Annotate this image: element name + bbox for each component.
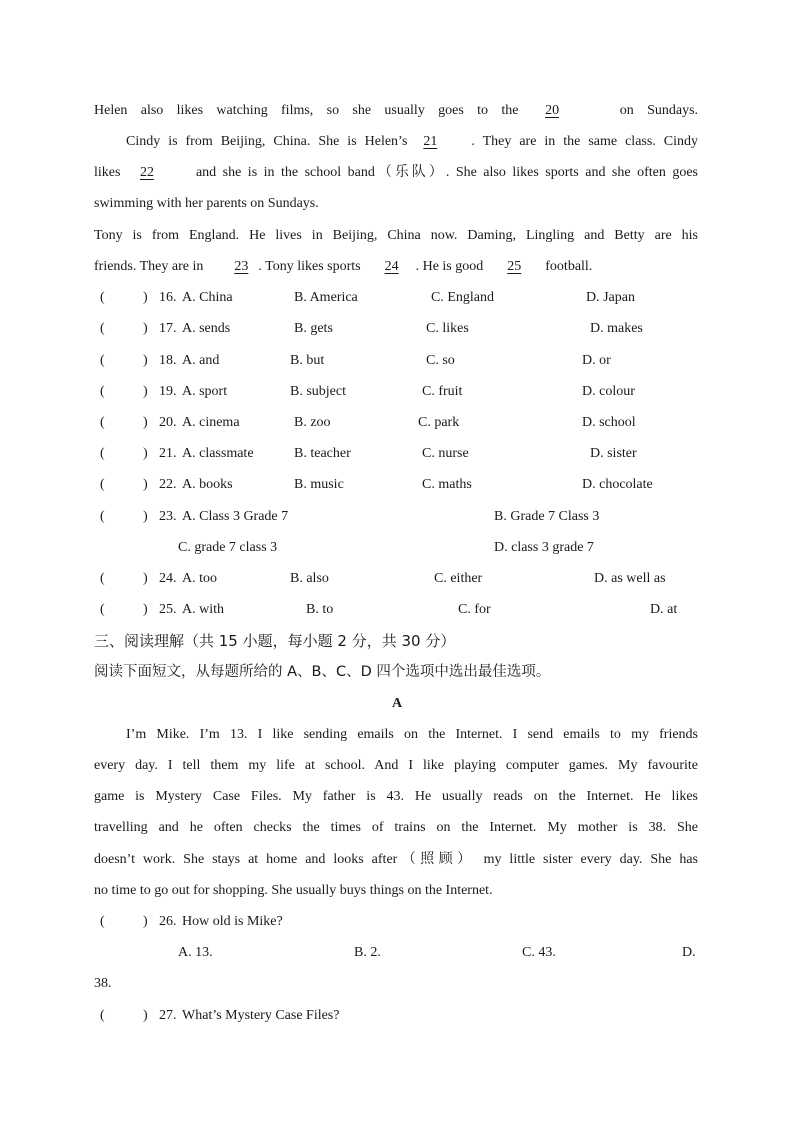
option-d[interactable]: D. Japan — [586, 290, 635, 305]
passage-label: A — [391, 696, 403, 711]
option-a[interactable]: A. sends — [182, 321, 231, 336]
passage-line: I’m Mike. I’m 13. I like sending emails on the Internet. I send emails to my friends — [126, 727, 698, 742]
section-title: 三、阅读理解（共 15 小题，每小题 2 分，共 30 分） — [94, 632, 456, 650]
option-a[interactable]: A. China — [182, 290, 233, 305]
question-stem: How old is Mike? — [182, 914, 283, 929]
answer-paren-close: ) — [143, 321, 148, 336]
answer-paren-open[interactable]: ( — [100, 384, 105, 399]
passage-line: Tony is from England. He lives in Beijing, China now. Daming, Lingling and Betty are his — [94, 228, 698, 243]
option-c[interactable]: C. grade 7 class 3 — [178, 540, 278, 555]
option-c[interactable]: C. maths — [422, 477, 472, 492]
answer-paren-open[interactable]: ( — [100, 477, 105, 492]
option-d[interactable]: D. makes — [590, 321, 643, 336]
passage-line: travelling and he often checks the times of trains on the Internet. My mother is 38. She — [94, 820, 698, 835]
question-number: 25. — [159, 602, 177, 617]
answer-paren-open[interactable]: ( — [100, 509, 105, 524]
option-b[interactable]: B. Grade 7 Class 3 — [494, 509, 600, 524]
option-b[interactable]: B. gets — [294, 321, 333, 336]
option-a[interactable]: A. cinema — [182, 415, 240, 430]
passage-line: friends. They are in 23 . Tony likes sports 24 . He is good 25 football. — [94, 259, 593, 274]
answer-paren-close: ) — [143, 1008, 148, 1023]
passage-line: swimming with her parents on Sundays. — [94, 196, 319, 211]
option-b[interactable]: B. America — [294, 290, 358, 305]
answer-paren-open[interactable]: ( — [100, 290, 105, 305]
option-a[interactable]: A. and — [182, 353, 220, 368]
option-c[interactable]: C. likes — [426, 321, 469, 336]
option-a[interactable]: A. sport — [182, 384, 228, 399]
option-c[interactable]: C. 43. — [522, 945, 556, 960]
option-c[interactable]: C. England — [431, 290, 494, 305]
question-number: 26. — [159, 914, 177, 929]
option-d[interactable]: D. sister — [590, 446, 637, 461]
answer-paren-close: ) — [143, 571, 148, 586]
option-c[interactable]: C. so — [426, 353, 455, 368]
option-b[interactable]: B. also — [290, 571, 329, 586]
answer-paren-close: ) — [143, 602, 148, 617]
option-d[interactable]: D. school — [582, 415, 636, 430]
question-stem: What’s Mystery Case Files? — [182, 1008, 340, 1023]
option-d[interactable]: D. at — [650, 602, 678, 617]
option-b[interactable]: B. music — [294, 477, 344, 492]
option-b[interactable]: B. subject — [290, 384, 346, 399]
question-number: 20. — [159, 415, 177, 430]
answer-paren-open[interactable]: ( — [100, 353, 105, 368]
option-d[interactable]: D. — [682, 945, 696, 960]
option-b[interactable]: B. but — [290, 353, 325, 368]
answer-paren-open[interactable]: ( — [100, 571, 105, 586]
question-number: 18. — [159, 353, 177, 368]
blank-20: 20 — [545, 103, 560, 118]
option-b[interactable]: B. to — [306, 602, 334, 617]
option-a[interactable]: A. classmate — [182, 446, 254, 461]
passage-line: Helen also likes watching films, so she usually goes to the 20 on Sundays. — [94, 103, 699, 118]
answer-paren-close: ) — [143, 914, 148, 929]
passage-line: no time to go out for shopping. She usually buys things on the Internet. — [94, 883, 493, 898]
question-number: 23. — [159, 509, 177, 524]
option-c[interactable]: C. either — [434, 571, 483, 586]
option-d[interactable]: D. chocolate — [582, 477, 653, 492]
passage-line: game is Mystery Case Files. My father is 43. He usually reads on the Internet. He likes — [94, 789, 698, 804]
question-number: 19. — [159, 384, 177, 399]
answer-paren-open[interactable]: ( — [100, 446, 105, 461]
option-d-value: 38. — [94, 976, 112, 991]
option-d[interactable]: D. colour — [582, 384, 635, 399]
section-instruction: 阅读下面短文，从每题所给的 A、B、C、D 四个选项中选出最佳选项。 — [94, 664, 551, 680]
answer-paren-close: ) — [143, 353, 148, 368]
answer-paren-close: ) — [143, 384, 148, 399]
option-a[interactable]: A. too — [182, 571, 217, 586]
option-c[interactable]: C. park — [418, 415, 460, 430]
option-c[interactable]: C. for — [458, 602, 491, 617]
option-a[interactable]: A. books — [182, 477, 233, 492]
option-a[interactable]: A. Class 3 Grade 7 — [182, 509, 289, 524]
option-d[interactable]: D. or — [582, 353, 611, 368]
option-d[interactable]: D. class 3 grade 7 — [494, 540, 594, 555]
blank-24: 24 — [384, 259, 399, 274]
answer-paren-open[interactable]: ( — [100, 321, 105, 336]
option-a[interactable]: A. with — [182, 602, 224, 617]
option-c[interactable]: C. fruit — [422, 384, 463, 399]
answer-paren-close: ) — [143, 415, 148, 430]
option-b[interactable]: B. teacher — [294, 446, 351, 461]
option-b[interactable]: B. 2. — [354, 945, 381, 960]
blank-25: 25 — [507, 259, 522, 274]
option-d[interactable]: D. as well as — [594, 571, 666, 586]
question-number: 16. — [159, 290, 177, 305]
passage-line: doesn’t work. She stays at home and looks after（照顾） my little sister every day. She has — [94, 852, 698, 867]
answer-paren-close: ) — [143, 290, 148, 305]
option-b[interactable]: B. zoo — [294, 415, 331, 430]
blank-21: 21 — [423, 134, 438, 149]
question-number: 22. — [159, 477, 177, 492]
passage-line: Cindy is from Beijing, China. She is Helen’s 21 . They are in the same class. Cindy — [126, 134, 699, 149]
answer-paren-open[interactable]: ( — [100, 1008, 105, 1023]
answer-paren-close: ) — [143, 446, 148, 461]
answer-paren-open[interactable]: ( — [100, 914, 105, 929]
question-number: 27. — [159, 1008, 177, 1023]
answer-paren-open[interactable]: ( — [100, 602, 105, 617]
answer-paren-close: ) — [143, 477, 148, 492]
passage-line: every day. I tell them my life at school. And I like playing computer games. My favourite — [94, 758, 698, 773]
question-number: 17. — [159, 321, 177, 336]
blank-22: 22 — [139, 165, 154, 180]
option-c[interactable]: C. nurse — [422, 446, 469, 461]
question-number: 21. — [159, 446, 177, 461]
blank-23: 23 — [234, 259, 249, 274]
option-a[interactable]: A. 13. — [178, 945, 213, 960]
answer-paren-close: ) — [143, 509, 148, 524]
answer-paren-open[interactable]: ( — [100, 415, 105, 430]
question-number: 24. — [159, 571, 177, 586]
passage-line: likes 22 and she is in the school band（乐队）. She also likes sports and she often goes — [94, 165, 699, 180]
